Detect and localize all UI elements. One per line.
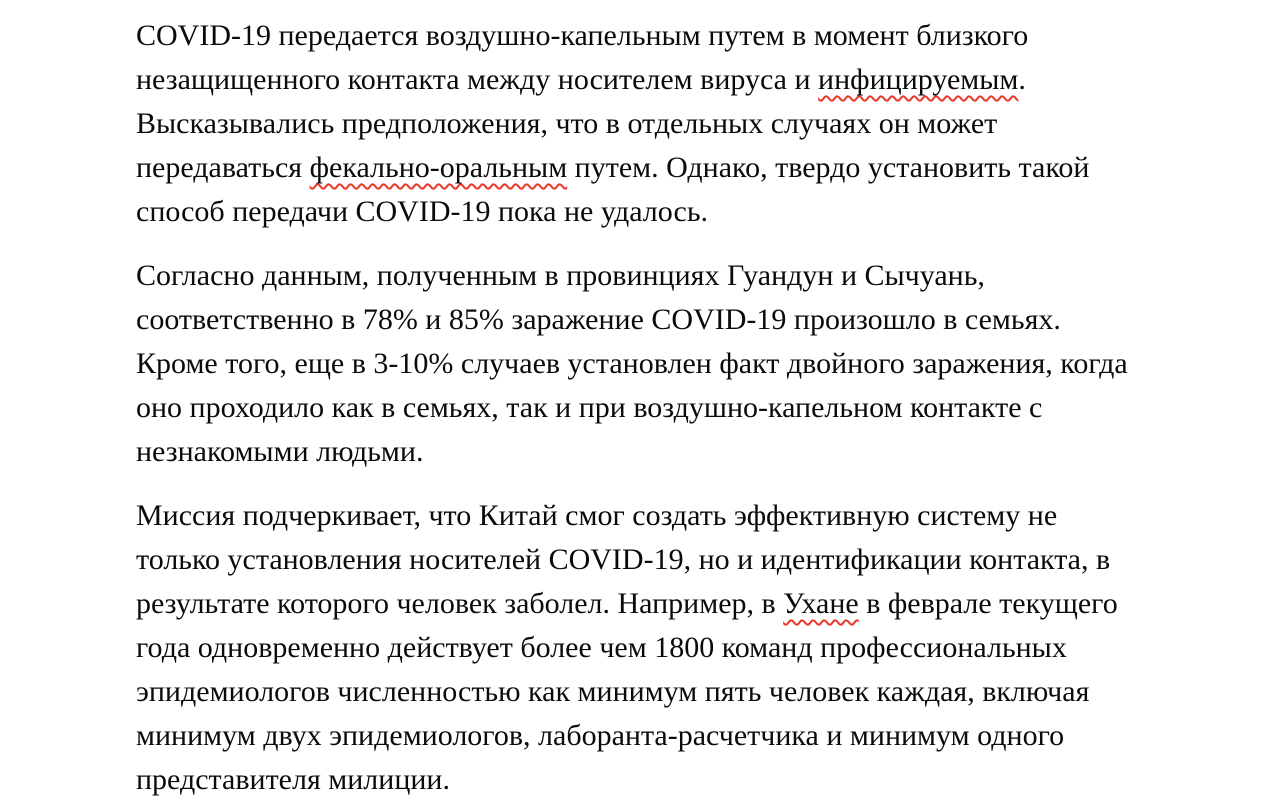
text-line <box>136 190 708 234</box>
text-run: Миссия подчеркивает, что Китай смог создать эффективную систему не <box>136 499 1058 532</box>
text-run: соответственно в 78% и 85% заражение COVID-19 произошло в семьях. <box>136 303 1061 336</box>
text-line <box>136 342 1128 386</box>
misspelled-word[interactable]: инфицируемым <box>818 63 1019 96</box>
text-line <box>136 626 1067 670</box>
text-line <box>136 494 1057 538</box>
text-line <box>136 430 423 474</box>
text-run: незнакомыми людьми. <box>136 435 424 468</box>
text-run: года одновременно действует более чем 1800 команд профессиональных <box>136 631 1067 664</box>
text-line <box>136 582 1118 626</box>
text-line <box>136 714 1064 758</box>
text-run: только установления носителей COVID-19, но и идентификации контакта, в <box>136 543 1111 576</box>
text-run: минимум двух эпидемиологов, лаборанта-расчетчика и минимум одного <box>136 719 1065 752</box>
text-run: оно проходило как в семьях, так и при воздушно-капельном контакте с <box>136 391 1043 424</box>
text-line <box>136 298 1061 342</box>
text-line <box>136 670 1089 714</box>
text-line <box>136 386 1042 430</box>
misspelled-word[interactable]: фекально-оральным <box>309 151 568 184</box>
text-line <box>136 14 1028 58</box>
text-line <box>136 758 450 802</box>
text-run: Кроме того, еще в 3-10% случаев установлен факт двойного заражения, когда <box>136 347 1128 380</box>
text-line <box>136 58 1026 102</box>
text-run: эпидемиологов численностью как минимум пять человек каждая, включая <box>136 675 1090 708</box>
misspelled-word[interactable]: Ухане <box>783 587 859 620</box>
text-line <box>136 254 985 298</box>
text-run: COVID-19 передается воздушно-капельным путем в момент близкого <box>136 19 1029 52</box>
text-run: . <box>1018 63 1026 96</box>
text-line <box>136 146 1089 190</box>
text-run: незащищенного контакта между носителем вируса и <box>136 63 819 96</box>
text-run: результате которого человек заболел. Например, в <box>136 587 784 620</box>
text-run: представителя милиции. <box>136 763 450 796</box>
text-run: способ передачи COVID-19 пока не удалось. <box>136 195 709 228</box>
text-line <box>136 538 1110 582</box>
text-run: в феврале текущего <box>858 587 1118 620</box>
text-line <box>136 102 997 146</box>
text-run: Согласно данным, полученным в провинциях Гуандун и Сычуань, <box>136 259 985 292</box>
text-run: Высказывались предположения, что в отдельных случаях он может <box>136 107 998 140</box>
text-run: передаваться <box>136 151 310 184</box>
text-run: путем. Однако, твердо установить такой <box>567 151 1090 184</box>
